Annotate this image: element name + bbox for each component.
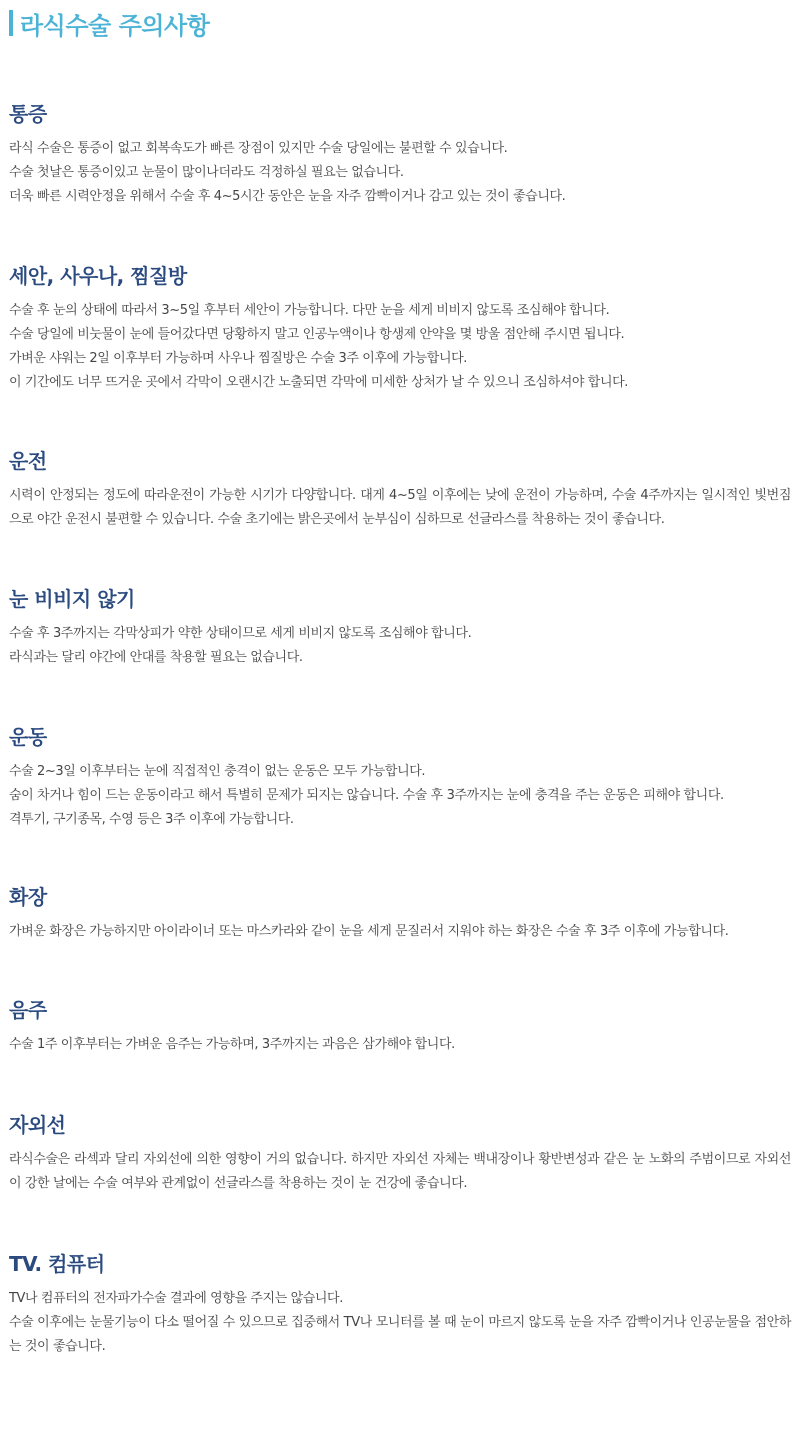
paragraph: 수술 후 눈의 상태에 따라서 3~5일 후부터 세안이 가능합니다. 다만 눈을 세게 비비지 않도록 조심해야 합니다. xyxy=(9,303,610,318)
section-body xyxy=(9,299,791,395)
section-body xyxy=(9,1148,791,1196)
paragraph: 더욱 빠른 시력안정을 위해서 수술 후 4~5시간 동안은 눈을 자주 깜빡이거나 감고 있는 것이 좋습니다. xyxy=(9,189,566,204)
section-title: 자외선 xyxy=(9,1113,66,1137)
paragraph: 가벼운 샤워는 2일 이후부터 가능하며 사우나 찜질방은 수술 3주 이후에 가능합니다. xyxy=(9,351,468,366)
paragraph: 수술 2~3일 이후부터는 눈에 직접적인 충격이 없는 운동은 모두 가능합니다. xyxy=(9,764,426,779)
paragraph: 수술 1주 이후부터는 가벼운 음주는 가능하며, 3주까지는 과음은 삼가해야 합니다. xyxy=(9,1037,455,1052)
section-uv xyxy=(9,1111,791,1196)
section-title: TV. 컴퓨터 xyxy=(9,1252,105,1276)
section-body xyxy=(9,137,791,209)
section-body xyxy=(9,760,791,832)
section-washing-sauna xyxy=(9,262,791,395)
page-title: 라식수술 주의사항 xyxy=(20,11,210,40)
section-title: 눈 비비지 않기 xyxy=(9,587,135,611)
section-body xyxy=(9,622,791,670)
section-body xyxy=(9,484,791,532)
section-title: 운동 xyxy=(9,725,47,749)
section-driving xyxy=(9,447,791,532)
section-title: 화장 xyxy=(9,885,47,909)
paragraph: 이 기간에도 너무 뜨거운 곳에서 각막이 오랜시간 노출되면 각막에 미세한 상처가 날 수 있으니 조심하셔야 합니다. xyxy=(9,375,628,390)
paragraph: 라식과는 달리 야간에 안대를 착용할 필요는 없습니다. xyxy=(9,650,303,665)
section-tv-computer xyxy=(9,1250,791,1359)
paragraph: 격투기, 구기종목, 수영 등은 3주 이후에 가능합니다. xyxy=(9,812,294,827)
section-title: 통증 xyxy=(9,102,47,126)
paragraph: 라식수술은 라섹과 달리 자외선에 의한 영향이 거의 없습니다. 하지만 자외선 자체는 백내장이나 황반변성과 같은 눈 노화의 주범이므로 자외선이 강한 날에는 수술 여부와 관계없이 선글라스를 착용하는 것이 눈 건강에 좋습니다. xyxy=(9,1152,791,1191)
header-accent-bar xyxy=(9,10,13,36)
section-title: 세안, 사우나, 찜질방 xyxy=(9,264,187,288)
section-body xyxy=(9,920,791,944)
section-drinking xyxy=(9,996,791,1057)
paragraph: 시력이 안정되는 정도에 따라운전이 가능한 시기가 다양합니다. 대게 4~5일 이후에는 낮에 운전이 가능하며, 수술 4주까지는 일시적인 빛번짐으로 야간 운전시 불편할 수 있습니다. 수술 초기에는 밝은곳에서 눈부심이 심하므로 선글라스를 착용하는 것이 좋습니다. xyxy=(9,488,791,527)
section-body xyxy=(9,1033,791,1057)
paragraph: 라식 수술은 통증이 없고 회복속도가 빠른 장점이 있지만 수술 당일에는 불편할 수 있습니다. xyxy=(9,141,508,156)
paragraph: 수술 당일에 비눗물이 눈에 들어갔다면 당황하지 말고 인공누액이나 항생제 안약을 몇 방울 점안해 주시면 됩니다. xyxy=(9,327,625,342)
section-pain xyxy=(9,100,791,209)
page-header xyxy=(9,8,209,38)
section-exercise xyxy=(9,723,791,832)
section-makeup xyxy=(9,883,791,944)
paragraph: 수술 이후에는 눈물기능이 다소 떨어질 수 있으므로 집중해서 TV나 모니터를 볼 때 눈이 마르지 않도록 눈을 자주 깜빡이거나 인공눈물을 점안하는 것이 좋습니다. xyxy=(9,1315,791,1354)
paragraph: 가벼운 화장은 가능하지만 아이라이너 또는 마스카라와 같이 눈을 세게 문질러서 지워야 하는 화장은 수술 후 3주 이후에 가능합니다. xyxy=(9,924,729,939)
section-body xyxy=(9,1287,791,1359)
paragraph: 수술 첫날은 통증이있고 눈물이 많이나더라도 걱정하실 필요는 없습니다. xyxy=(9,165,404,180)
section-no-rubbing xyxy=(9,585,791,670)
paragraph: TV나 컴퓨터의 전자파가수술 결과에 영향을 주지는 않습니다. xyxy=(9,1291,343,1306)
section-title: 운전 xyxy=(9,449,47,473)
paragraph: 수술 후 3주까지는 각막상피가 약한 상태이므로 세게 비비지 않도록 조심해야 합니다. xyxy=(9,626,472,641)
paragraph: 숨이 차거나 힘이 드는 운동이라고 해서 특별히 문제가 되지는 않습니다. 수술 후 3주까지는 눈에 충격을 주는 운동은 피해야 합니다. xyxy=(9,788,724,803)
section-title: 음주 xyxy=(9,998,47,1022)
